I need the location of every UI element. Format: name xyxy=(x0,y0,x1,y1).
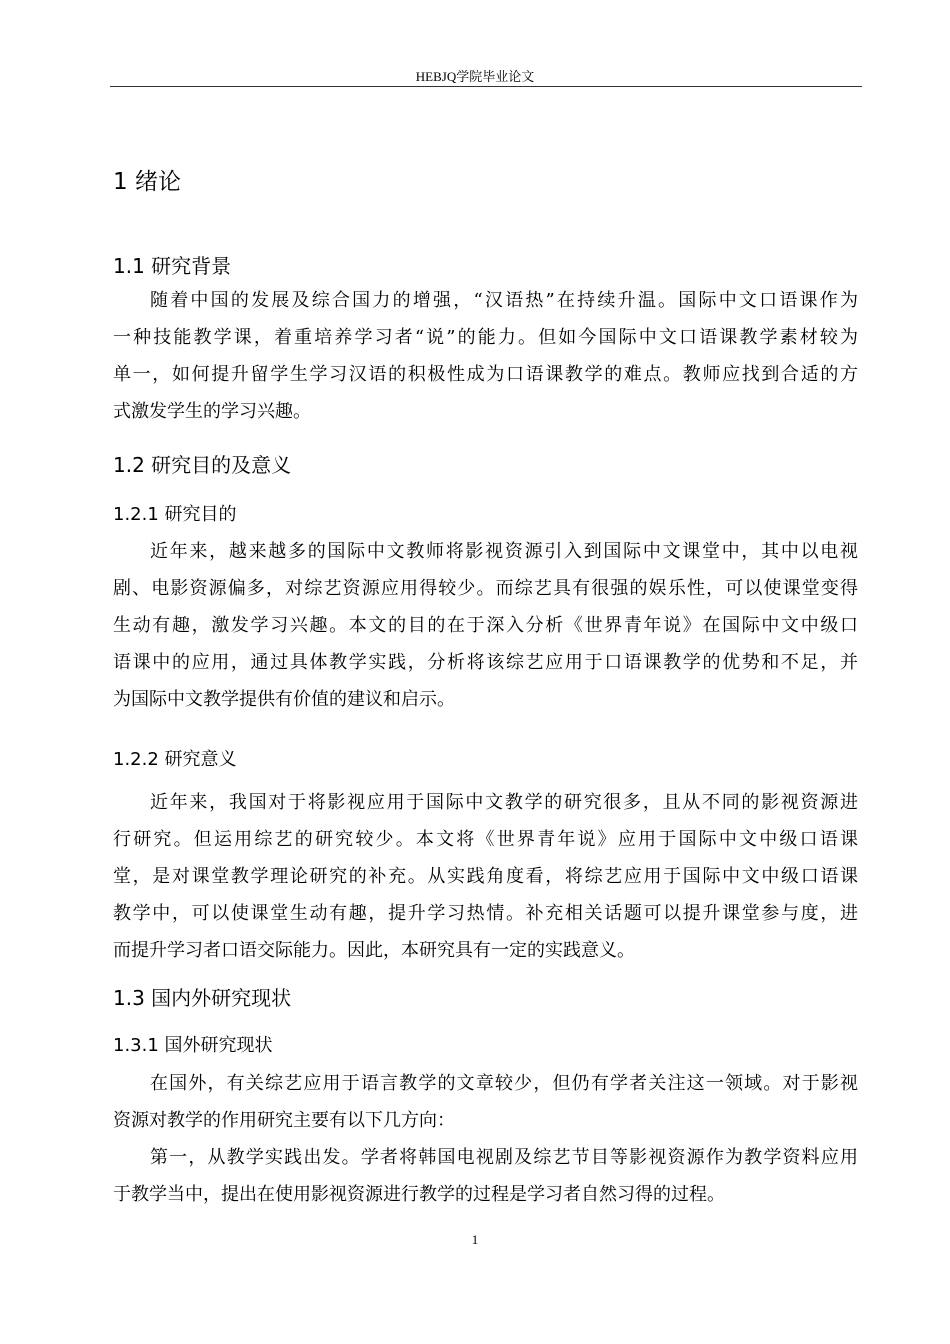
paragraph-line: 在国外，有关综艺应用于语言教学的文章较少，但仍有学者关注这一领域。对于影视 xyxy=(150,1073,858,1094)
subsection-heading: 1.2.2 研究意义 xyxy=(113,749,237,770)
subsection-heading: 1.3.1 国外研究现状 xyxy=(113,1035,273,1056)
paragraph-line: 而提升学习者口语交际能力。因此，本研究具有一定的实践意义。 xyxy=(113,940,635,961)
paragraph-line: 为国际中文教学提供有价值的建议和启示。 xyxy=(113,689,455,710)
running-header: HEBJQ学院毕业论文 xyxy=(415,69,535,84)
section-heading: 1.1 研究背景 xyxy=(113,254,232,278)
section-heading: 1.2 研究目的及意义 xyxy=(113,453,292,477)
paragraph-line: 语课中的应用，通过具体教学实践，分析将该综艺应用于口语课教学的优势和不足，并 xyxy=(113,652,858,673)
section-heading: 1.3 国内外研究现状 xyxy=(113,986,292,1010)
paragraph-line: 行研究。但运用综艺的研究较少。本文将《世界青年说》应用于国际中文中级口语课 xyxy=(113,829,858,850)
paragraph-line: 堂，是对课堂教学理论研究的补充。从实践角度看，将综艺应用于国际中文中级口语课 xyxy=(113,866,858,887)
paragraph-line: 资源对教学的作用研究主要有以下几方向： xyxy=(113,1110,455,1131)
chapter-heading: 1 绪论 xyxy=(113,169,181,195)
subsection-heading: 1.2.1 研究目的 xyxy=(113,504,237,525)
paragraph-line: 剧、电影资源偏多，对综艺资源应用得较少。而综艺具有很强的娱乐性，可以使课堂变得 xyxy=(113,578,858,599)
paragraph-line: 近年来，我国对于将影视应用于国际中文教学的研究很多，且从不同的影视资源进 xyxy=(150,792,858,813)
paragraph-line: 一种技能教学课，着重培养学习者“说”的能力。但如今国际中文口语课教学素材较为 xyxy=(113,327,858,348)
paragraph-line: 教学中，可以使课堂生动有趣，提升学习热情。补充相关话题可以提升课堂参与度，进 xyxy=(113,903,858,924)
header-rule xyxy=(110,86,862,87)
paragraph-line: 式激发学生的学习兴趣。 xyxy=(113,401,311,422)
paragraph-line: 近年来，越来越多的国际中文教师将影视资源引入到国际中文课堂中，其中以电视 xyxy=(150,541,858,562)
paragraph-line: 单一，如何提升留学生学习汉语的积极性成为口语课教学的难点。教师应找到合适的方 xyxy=(113,364,858,385)
page-number: 1 xyxy=(471,1232,479,1247)
paragraph-line: 第一，从教学实践出发。学者将韩国电视剧及综艺节目等影视资源作为教学资料应用 xyxy=(150,1147,858,1168)
paragraph-line: 生动有趣，激发学习兴趣。本文的目的在于深入分析《世界青年说》在国际中文中级口 xyxy=(113,615,858,636)
paragraph-line: 于教学当中，提出在使用影视资源进行教学的过程是学习者自然习得的过程。 xyxy=(113,1184,725,1205)
paragraph-line: 随着中国的发展及综合国力的增强，“汉语热”在持续升温。国际中文口语课作为 xyxy=(150,290,858,311)
